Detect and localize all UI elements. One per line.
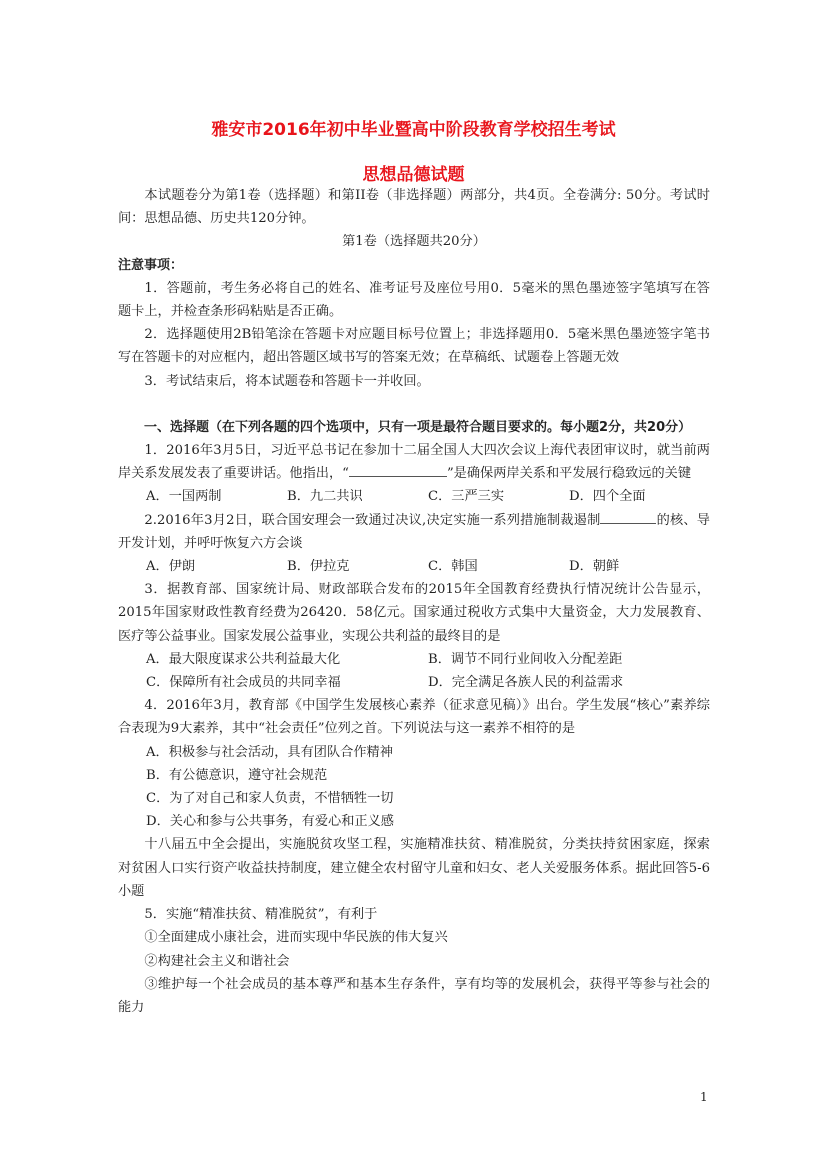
answer-blank (600, 511, 656, 524)
q4-option-c: C．为了对自己和家人负责，不惜牺牲一切 (146, 791, 394, 807)
q3-option-d: D．完全满足各族人民的利益需求 (428, 675, 624, 691)
q4-option-d: D．关心和参与公共事务，有爱心和正义感 (146, 814, 394, 830)
q3-option-b: B．调节不同行业间收入分配差距 (428, 651, 623, 667)
question-1-options (118, 485, 710, 508)
notice-heading: 注意事项： (118, 257, 184, 273)
exam-title: 雅安市2016年初中毕业暨高中阶段教育学校招生考试 (211, 120, 616, 140)
q2-stem-part-a: 2.2016年3月2日，联合国安理会一致通过决议,决定实施一系列措施制裁遏制 (144, 512, 601, 528)
question-3-options-row1 (118, 648, 710, 671)
question-1-stem (118, 439, 710, 485)
section1-title: 一、选择题（在下列各题的四个选项中，只有一项是最符合题目要求的。每小题2分，共20分） (144, 419, 692, 435)
q1-option-d: D．四个全面 (569, 489, 646, 505)
q1-stem-part-b: ”是确保两岸关系和平发展行稳致远的关键 (446, 466, 692, 482)
q2-option-a: A．伊朗 (146, 559, 196, 575)
q1-option-c: C．三严三实 (428, 489, 505, 505)
question-2-stem (118, 509, 710, 555)
material-paragraph: 十八届五中全会提出，实施脱贫攻坚工程，实施精准扶贫、精准脱贫，分类扶持贫困家庭，探索对贫困人口实行资产收益扶持制度，建立健全农村留守儿童和妇女、老人关爱服务体系。据此回答5-6小题 (118, 837, 710, 899)
q2-option-d: D．朝鲜 (569, 559, 620, 575)
spacer (118, 393, 710, 416)
q5-item-1: ①全面建成小康社会，进而实现中华民族的伟大复兴 (144, 930, 448, 946)
question-3-stem: 3．据教育部、国家统计局、财政部联合发布的2015年全国教育经费执行情况统计公告显示，2015年国家财政性教育经费为26420．58亿元。国家通过税收方式集中大量资金，大力发展教育、医疗等公益事业。国家发展公益事业，实现公共利益的最终目的是 (118, 582, 710, 644)
q5-item-3: ③维护每一个社会成员的基本尊严和基本生存条件，享有均等的发展机会，获得平等参与社会的能力 (118, 976, 710, 1015)
question-4-stem: 4．2016年3月，教育部《中国学生发展核心素养（征求意见稿）》出台。学生发展“核心”素养综合表现为9大素养，其中“社会责任”位列之首。下列说法与这一素养不相符的是 (118, 698, 710, 737)
q1-option-a: A．一国两制 (146, 489, 222, 505)
answer-blank (349, 464, 447, 477)
q3-option-a: A．最大限度谋求公共利益最大化 (146, 651, 341, 667)
notice-item: 1．答题前，考生务必将自己的姓名、准考证号及座位号用0．5毫米的黑色墨迹签字笔填写在答题卡上，并检查条形码粘贴是否正确。 (118, 280, 710, 320)
q1-option-b: B．九二共识 (287, 489, 363, 505)
q2-option-c: C．韩国 (428, 559, 478, 575)
intro-paragraph: 本试题卷分为第1卷（选择题）和第II卷（非选择题）两部分，共4页。全卷满分: 50分。考试时间：思想品德、历史共120分钟。 (118, 188, 710, 227)
exam-subtitle: 思想品德试题 (362, 165, 465, 185)
part1-title: 第1卷（选择题共20分） (342, 234, 486, 250)
question-5-stem: 5．实施“精准扶贫、精准脱贫”，有利于 (144, 907, 378, 923)
q2-stem-part-b: 的核、导开发计划，并呼吁恢复六方会谈 (118, 512, 710, 551)
q3-option-c: C．保障所有社会成员的共同幸福 (146, 675, 341, 691)
page-number: 1 (700, 1090, 708, 1104)
exam-body (118, 184, 710, 1019)
q2-option-b: B．伊拉克 (287, 559, 350, 575)
q5-item-2: ②构建社会主义和谐社会 (144, 953, 290, 969)
question-2-options (118, 555, 710, 578)
q1-stem-part-a: 1．2016年3月5日，习近平总书记在参加十二届全国人大四次会议上海代表团审议时，就当前两岸关系发展发表了重要讲话。他指出，“ (118, 443, 710, 482)
q4-option-a: A．积极参与社会活动，具有团队合作精神 (146, 744, 393, 760)
notice-item: 3．考试结束后，将本试题卷和答题卡一并收回。 (144, 373, 430, 389)
question-3-options-row2 (118, 671, 710, 694)
notice-item: 2．选择题使用2B铅笔涂在答题卡对应题目标号位置上；非选择题用0．5毫米黑色墨迹签字笔书写在答题卡的对应框内，超出答题区域书写的答案无效；在草稿纸、试题卷上答题无效 (118, 327, 710, 366)
q4-option-b: B．有公德意识，遵守社会规范 (146, 767, 328, 783)
